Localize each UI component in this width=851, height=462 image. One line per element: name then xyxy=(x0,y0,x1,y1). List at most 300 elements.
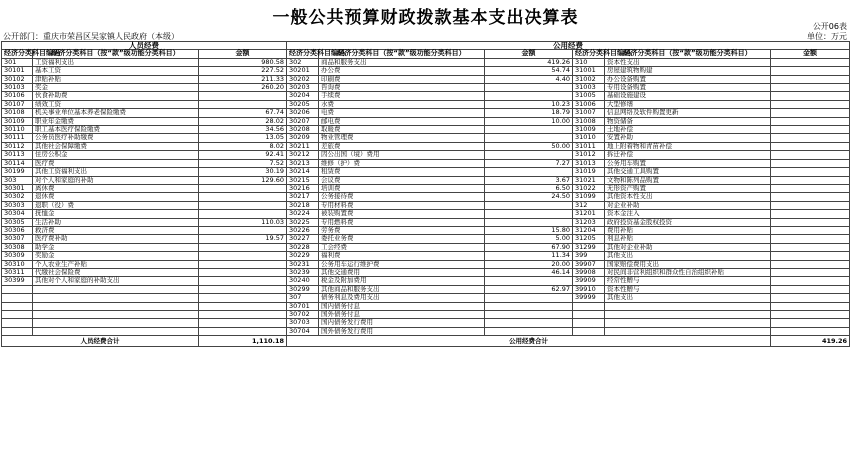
cell-name: 信息网络及软件购置更新 xyxy=(605,109,771,117)
cell-name xyxy=(605,327,771,335)
cell-code xyxy=(2,294,33,302)
cell-amount: 20.00 xyxy=(485,260,573,268)
cell-name: 差旅费 xyxy=(319,142,485,150)
cell-name xyxy=(33,285,199,293)
cell-amount: 92.41 xyxy=(199,151,287,159)
cell-code: 30113 xyxy=(2,151,33,159)
cell-code: 31007 xyxy=(573,109,605,117)
cell-name: 费用补贴 xyxy=(605,226,771,234)
cell-name: 被装购置费 xyxy=(319,210,485,218)
cell-amount xyxy=(199,294,287,302)
cell-amount xyxy=(485,201,573,209)
cell-code: 31010 xyxy=(573,134,605,142)
cell-amount: 34.56 xyxy=(199,126,287,134)
cell-code xyxy=(2,311,33,319)
cell-name: 工会经费 xyxy=(319,243,485,251)
amount-header: 金额 xyxy=(771,50,850,58)
cell-code: 303 xyxy=(2,176,33,184)
cell-code: 31012 xyxy=(573,151,605,159)
cell-code: 310 xyxy=(573,58,605,66)
cell-code: 30202 xyxy=(287,75,319,83)
cell-amount xyxy=(485,210,573,218)
cell-name: 基础设施建设 xyxy=(605,92,771,100)
cell-code xyxy=(2,327,33,335)
amount-header: 金额 xyxy=(199,50,287,58)
cell-amount xyxy=(771,218,850,226)
cell-code: 302 xyxy=(287,58,319,66)
cell-name: 专用材料费 xyxy=(319,201,485,209)
cell-name: 维修（护）费 xyxy=(319,159,485,167)
cell-code: 31204 xyxy=(573,226,605,234)
cell-name: 房屋建筑物购建 xyxy=(605,67,771,75)
cell-name: 电费 xyxy=(319,109,485,117)
table-row xyxy=(2,151,850,159)
cell-name: 医疗费 xyxy=(33,159,199,167)
cell-amount: 46.14 xyxy=(485,268,573,276)
cell-amount xyxy=(771,277,850,285)
cell-code: 399 xyxy=(573,252,605,260)
cell-amount xyxy=(771,311,850,319)
cell-code: 30209 xyxy=(287,134,319,142)
cell-code: 30102 xyxy=(2,75,33,83)
cell-name: 离休费 xyxy=(33,184,199,192)
cell-name xyxy=(33,302,199,310)
cell-amount xyxy=(771,243,850,251)
cell-code: 30704 xyxy=(287,327,319,335)
cell-amount xyxy=(771,151,850,159)
cell-code: 39909 xyxy=(573,277,605,285)
cell-code: 312 xyxy=(573,201,605,209)
cell-amount xyxy=(485,294,573,302)
cell-name xyxy=(33,327,199,335)
cell-name: 专用燃料费 xyxy=(319,218,485,226)
cell-code: 30309 xyxy=(2,252,33,260)
cell-code: 30107 xyxy=(2,100,33,108)
cell-amount xyxy=(771,109,850,117)
cell-name: 安置补助 xyxy=(605,134,771,142)
cell-code: 30111 xyxy=(2,134,33,142)
table-row xyxy=(2,75,850,83)
cell-name xyxy=(605,311,771,319)
cell-code: 30109 xyxy=(2,117,33,125)
cell-code: 30399 xyxy=(2,277,33,285)
cell-code xyxy=(573,302,605,310)
cell-code: 30204 xyxy=(287,92,319,100)
cell-code: 31005 xyxy=(573,92,605,100)
cell-amount xyxy=(485,126,573,134)
cell-name: 国外债务发行费用 xyxy=(319,327,485,335)
unit-label: 单位：万元 xyxy=(807,32,847,41)
cell-name: 职业年金缴费 xyxy=(33,117,199,125)
cell-code: 30207 xyxy=(287,117,319,125)
cell-code: 30106 xyxy=(2,92,33,100)
cell-name: 手续费 xyxy=(319,92,485,100)
cell-name: 国外债务付息 xyxy=(319,311,485,319)
cell-code: 31003 xyxy=(573,84,605,92)
cell-amount xyxy=(771,168,850,176)
cell-amount: 62.97 xyxy=(485,285,573,293)
table-row xyxy=(2,226,850,234)
cell-code: 30199 xyxy=(2,168,33,176)
cell-name: 物资储备 xyxy=(605,117,771,125)
cell-amount: 24.50 xyxy=(485,193,573,201)
cell-amount xyxy=(199,277,287,285)
cell-name: 政府投资基金股权投资 xyxy=(605,218,771,226)
cell-name: 邮电费 xyxy=(319,117,485,125)
cell-amount: 54.74 xyxy=(485,67,573,75)
table-row xyxy=(2,100,850,108)
cell-amount xyxy=(771,319,850,327)
table-row xyxy=(2,176,850,184)
cell-code: 31001 xyxy=(573,67,605,75)
cell-amount xyxy=(485,311,573,319)
cell-name: 经常性赠与 xyxy=(605,277,771,285)
table-row xyxy=(2,134,850,142)
cell-name: 对民间非营利组织和群众性自治组织补贴 xyxy=(605,268,771,276)
cell-code: 30215 xyxy=(287,176,319,184)
code-header: 经济分类科目编码 xyxy=(573,50,605,58)
cell-code: 30308 xyxy=(2,243,33,251)
cell-code: 30110 xyxy=(2,126,33,134)
cell-name: 租赁费 xyxy=(319,168,485,176)
cell-name: 税金及附加费用 xyxy=(319,277,485,285)
cell-name: 助学金 xyxy=(33,243,199,251)
table-row xyxy=(2,142,850,150)
cell-code: 30205 xyxy=(287,100,319,108)
cell-amount xyxy=(771,75,850,83)
cell-amount: 19.57 xyxy=(199,235,287,243)
cell-amount xyxy=(199,252,287,260)
cell-name: 利息补贴 xyxy=(605,235,771,243)
cell-code: 30301 xyxy=(2,184,33,192)
cell-code: 31009 xyxy=(573,126,605,134)
code-header: 经济分类科目编码 xyxy=(2,50,33,58)
cell-name: 其他对企业补助 xyxy=(605,243,771,251)
cell-amount xyxy=(771,252,850,260)
cell-code: 39910 xyxy=(573,285,605,293)
cell-amount: 28.02 xyxy=(199,117,287,125)
cell-name: 劳务费 xyxy=(319,226,485,234)
cell-name: 无形资产购置 xyxy=(605,184,771,192)
cell-name xyxy=(605,319,771,327)
cell-amount xyxy=(771,226,850,234)
cell-code: 30310 xyxy=(2,260,33,268)
cell-code: 307 xyxy=(287,294,319,302)
cell-amount: 3.67 xyxy=(485,176,573,184)
name-header: 经济分类科目（按“款”级功能分类科目） xyxy=(319,50,485,58)
table-row xyxy=(2,92,850,100)
cell-code: 30226 xyxy=(287,226,319,234)
cell-amount xyxy=(771,67,850,75)
cell-amount xyxy=(771,58,850,66)
cell-name xyxy=(33,319,199,327)
cell-amount xyxy=(485,151,573,159)
cell-amount: 7.52 xyxy=(199,159,287,167)
cell-name: 住房公积金 xyxy=(33,151,199,159)
cell-amount: 129.60 xyxy=(199,176,287,184)
cell-code: 30299 xyxy=(287,285,319,293)
table-row xyxy=(2,294,850,302)
cell-amount: 110.03 xyxy=(199,218,287,226)
cell-amount xyxy=(199,260,287,268)
cell-amount xyxy=(199,302,287,310)
cell-amount xyxy=(199,201,287,209)
cell-code: 30212 xyxy=(287,151,319,159)
cell-code: 30213 xyxy=(287,159,319,167)
cell-code xyxy=(573,319,605,327)
cell-name: 职工基本医疗保险缴费 xyxy=(33,126,199,134)
cell-code: 30702 xyxy=(287,311,319,319)
cell-name: 商品和服务支出 xyxy=(319,58,485,66)
name-header: 经济分类科目（按“款”级功能分类科目） xyxy=(605,50,771,58)
cell-code: 30103 xyxy=(2,84,33,92)
table-row xyxy=(2,58,850,66)
cell-amount: 419.26 xyxy=(485,58,573,66)
amount-header: 金额 xyxy=(485,50,573,58)
cell-code xyxy=(2,319,33,327)
cell-amount xyxy=(771,159,850,167)
cell-amount: 6.50 xyxy=(485,184,573,192)
cell-name: 资本金注入 xyxy=(605,210,771,218)
cell-amount xyxy=(771,134,850,142)
cell-name: 退职（役）费 xyxy=(33,201,199,209)
cell-amount xyxy=(199,285,287,293)
cell-amount: 211.33 xyxy=(199,75,287,83)
cell-name: 公务员医疗补助缴费 xyxy=(33,134,199,142)
cell-code: 30211 xyxy=(287,142,319,150)
cell-name: 咨询费 xyxy=(319,84,485,92)
table-row xyxy=(2,252,850,260)
cell-name: 专用设备购置 xyxy=(605,84,771,92)
table-row xyxy=(2,210,850,218)
cell-name xyxy=(605,302,771,310)
cell-name: 其他交通费用 xyxy=(319,268,485,276)
cell-amount xyxy=(771,100,850,108)
table-row xyxy=(2,327,850,335)
cell-amount: 67.74 xyxy=(199,109,287,117)
cell-amount xyxy=(771,327,850,335)
cell-amount xyxy=(771,294,850,302)
cell-amount xyxy=(199,184,287,192)
cell-name: 退休费 xyxy=(33,193,199,201)
cell-amount xyxy=(771,117,850,125)
page-title: 一般公共预算财政拨款基本支出决算表 xyxy=(272,8,579,28)
cell-code: 30227 xyxy=(287,235,319,243)
cell-code: 30203 xyxy=(287,84,319,92)
cell-amount xyxy=(199,319,287,327)
cell-amount: 260.20 xyxy=(199,84,287,92)
table-row xyxy=(2,67,850,75)
cell-amount xyxy=(199,243,287,251)
table-row xyxy=(2,302,850,310)
cell-name: 救济费 xyxy=(33,226,199,234)
cell-code: 30206 xyxy=(287,109,319,117)
cell-amount: 10.23 xyxy=(485,100,573,108)
cell-name: 大型修缮 xyxy=(605,100,771,108)
cell-amount: 18.79 xyxy=(485,109,573,117)
cell-amount xyxy=(199,268,287,276)
cell-code: 31013 xyxy=(573,159,605,167)
expenditure-table xyxy=(1,41,850,347)
cell-amount xyxy=(199,193,287,201)
cell-code xyxy=(573,327,605,335)
table-row xyxy=(2,168,850,176)
cell-name: 会议费 xyxy=(319,176,485,184)
cell-name: 资本性赠与 xyxy=(605,285,771,293)
cell-amount xyxy=(771,193,850,201)
cell-code: 31205 xyxy=(573,235,605,243)
cell-amount xyxy=(199,210,287,218)
cell-code: 30311 xyxy=(2,268,33,276)
cell-amount: 980.58 xyxy=(199,58,287,66)
cell-code: 31006 xyxy=(573,100,605,108)
cell-name: 地上附着物和青苗补偿 xyxy=(605,142,771,150)
cell-code: 30224 xyxy=(287,210,319,218)
cell-code: 31021 xyxy=(573,176,605,184)
cell-name: 国内债务付息 xyxy=(319,302,485,310)
personnel-total-label: 人员经费合计 xyxy=(2,336,199,347)
cell-name: 因公出国（境）费用 xyxy=(319,151,485,159)
cell-code: 31008 xyxy=(573,117,605,125)
cell-code: 30114 xyxy=(2,159,33,167)
cell-name: 其他支出 xyxy=(605,294,771,302)
cell-code: 31299 xyxy=(573,243,605,251)
cell-code: 30306 xyxy=(2,226,33,234)
cell-code: 30701 xyxy=(287,302,319,310)
table-row xyxy=(2,193,850,201)
cell-amount xyxy=(771,268,850,276)
cell-amount: 7.27 xyxy=(485,159,573,167)
cell-code xyxy=(573,311,605,319)
cell-amount xyxy=(485,327,573,335)
cell-code: 31022 xyxy=(573,184,605,192)
cell-code: 30112 xyxy=(2,142,33,150)
cell-code: 30218 xyxy=(287,201,319,209)
table-row xyxy=(2,117,850,125)
cell-amount xyxy=(199,311,287,319)
table-row xyxy=(2,84,850,92)
code-header: 经济分类科目编码 xyxy=(287,50,319,58)
cell-name: 其他支出 xyxy=(605,252,771,260)
cell-name: 其他社会保障缴费 xyxy=(33,142,199,150)
cell-code: 31099 xyxy=(573,193,605,201)
cell-name: 个人农业生产补贴 xyxy=(33,260,199,268)
cell-code: 39908 xyxy=(573,268,605,276)
cell-code: 30201 xyxy=(287,67,319,75)
cell-name: 拆迁补偿 xyxy=(605,151,771,159)
cell-name: 取暖费 xyxy=(319,126,485,134)
cell-amount xyxy=(771,302,850,310)
cell-name: 文物和陈列品购置 xyxy=(605,176,771,184)
cell-name: 代缴社会保险费 xyxy=(33,268,199,276)
cell-name: 医疗费补助 xyxy=(33,235,199,243)
cell-amount: 4.40 xyxy=(485,75,573,83)
cell-amount: 15.80 xyxy=(485,226,573,234)
cell-code: 31011 xyxy=(573,142,605,150)
cell-name: 机关事业单位基本养老保险缴费 xyxy=(33,109,199,117)
cell-name: 抚恤金 xyxy=(33,210,199,218)
cell-name: 印刷费 xyxy=(319,75,485,83)
cell-name: 其他资本性支出 xyxy=(605,193,771,201)
cell-amount xyxy=(771,285,850,293)
cell-name: 绩效工资 xyxy=(33,100,199,108)
cell-amount: 227.52 xyxy=(199,67,287,75)
cell-name: 福利费 xyxy=(319,252,485,260)
cell-amount xyxy=(771,176,850,184)
cell-amount: 30.19 xyxy=(199,168,287,176)
cell-code: 30208 xyxy=(287,126,319,134)
table-row xyxy=(2,277,850,285)
cell-amount: 67.90 xyxy=(485,243,573,251)
cell-code: 30101 xyxy=(2,67,33,75)
cell-amount: 50.00 xyxy=(485,142,573,150)
public-total-value: 419.26 xyxy=(771,336,850,347)
cell-code: 30240 xyxy=(287,277,319,285)
table-row xyxy=(2,159,850,167)
cell-code: 30216 xyxy=(287,184,319,192)
cell-code: 30231 xyxy=(287,260,319,268)
cell-name: 水费 xyxy=(319,100,485,108)
table-row xyxy=(2,243,850,251)
cell-code: 31201 xyxy=(573,210,605,218)
personnel-total-value: 1,110.18 xyxy=(199,336,287,347)
cell-name: 其他对个人和家庭的补助支出 xyxy=(33,277,199,285)
cell-code: 30217 xyxy=(287,193,319,201)
cell-code: 30307 xyxy=(2,235,33,243)
cell-amount: 10.00 xyxy=(485,117,573,125)
cell-name: 办公设备购置 xyxy=(605,75,771,83)
table-row xyxy=(2,268,850,276)
cell-code: 30305 xyxy=(2,218,33,226)
cell-code: 31002 xyxy=(573,75,605,83)
table-row xyxy=(2,285,850,293)
cell-amount xyxy=(771,201,850,209)
cell-amount xyxy=(771,142,850,150)
table-row xyxy=(2,201,850,209)
cell-name: 物业管理费 xyxy=(319,134,485,142)
cell-code xyxy=(2,302,33,310)
table-row xyxy=(2,218,850,226)
cell-name: 土地补偿 xyxy=(605,126,771,134)
cell-code: 30225 xyxy=(287,218,319,226)
cell-code: 301 xyxy=(2,58,33,66)
cell-name: 公务用车运行维护费 xyxy=(319,260,485,268)
cell-code: 30303 xyxy=(2,201,33,209)
cell-code: 30108 xyxy=(2,109,33,117)
department-label: 公开部门：重庆市荣昌区吴家镇人民政府（本级） xyxy=(3,32,179,41)
table-row xyxy=(2,126,850,134)
cell-name: 委托业务费 xyxy=(319,235,485,243)
table-row xyxy=(2,235,850,243)
cell-name: 资本性支出 xyxy=(605,58,771,66)
cell-name: 债务利息及费用支出 xyxy=(319,294,485,302)
cell-amount xyxy=(771,126,850,134)
form-number: 公开06表 xyxy=(812,22,847,31)
cell-code: 30228 xyxy=(287,243,319,251)
cell-name: 奖金 xyxy=(33,84,199,92)
cell-amount xyxy=(771,260,850,268)
cell-code: 39907 xyxy=(573,260,605,268)
cell-name: 对个人和家庭的补助 xyxy=(33,176,199,184)
cell-name xyxy=(33,311,199,319)
cell-amount xyxy=(485,168,573,176)
table-row xyxy=(2,184,850,192)
cell-name: 公务用车购置 xyxy=(605,159,771,167)
cell-amount: 11.34 xyxy=(485,252,573,260)
cell-name: 其他工资福利支出 xyxy=(33,168,199,176)
cell-code: 31203 xyxy=(573,218,605,226)
cell-amount xyxy=(771,92,850,100)
